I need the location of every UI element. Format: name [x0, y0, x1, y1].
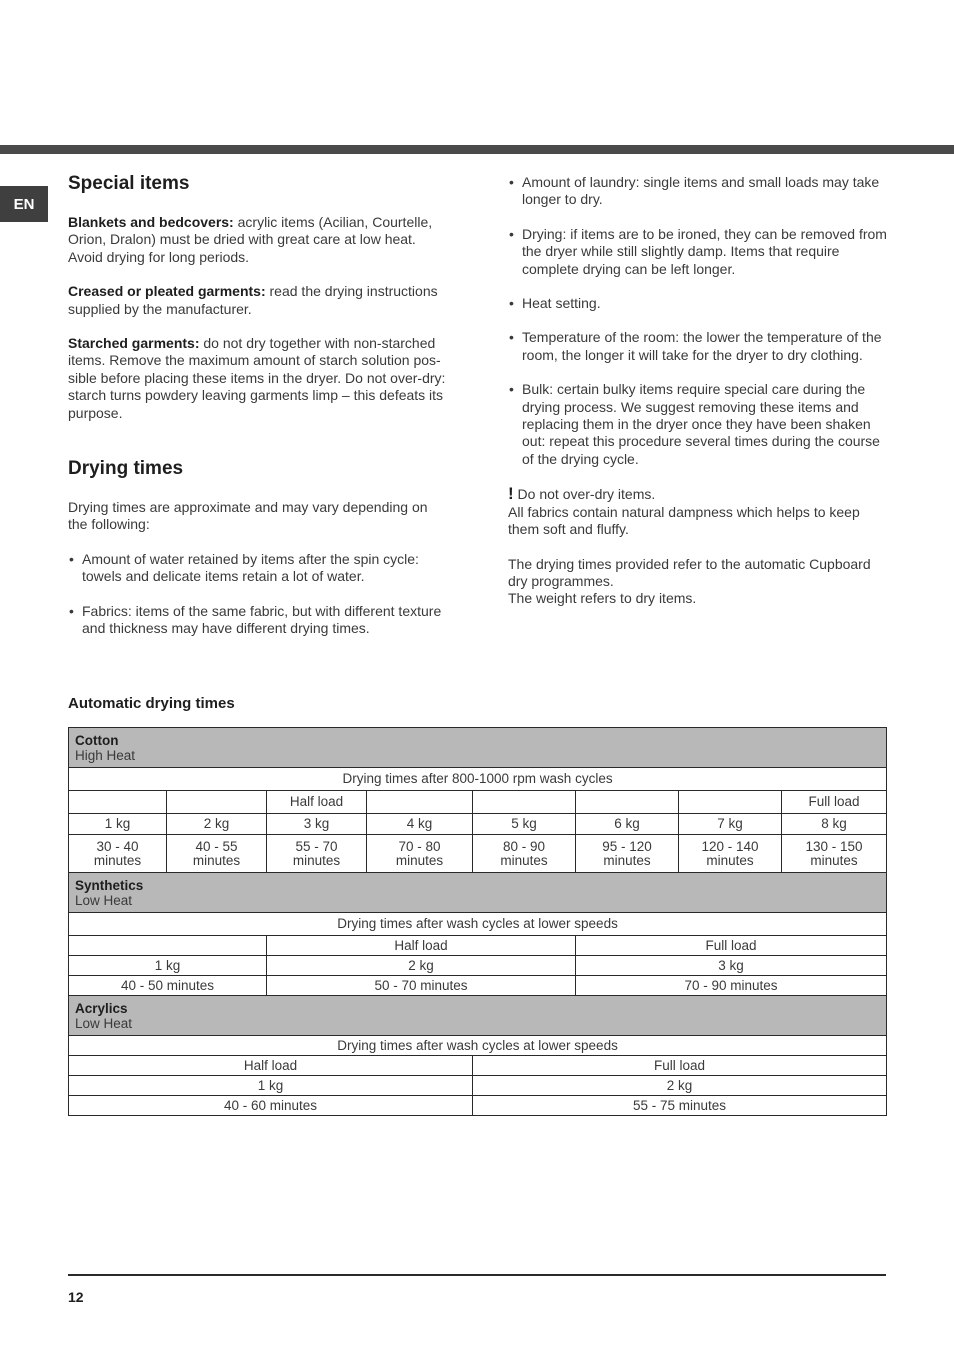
cotton-weight: 3 kg — [267, 814, 367, 835]
cotton-weight: 8 kg — [782, 814, 887, 835]
acrylics-weight: 2 kg — [473, 1076, 887, 1096]
list-item: • Drying: if items are to be ironed, they can be removed from the dryer while still slightly damp. Items that require complete drying can be left longer. — [508, 226, 888, 278]
cotton-header: Cotton High Heat — [69, 728, 887, 768]
synthetics-full-load: Full load — [576, 936, 887, 956]
synthetics-time: 40 - 50 minutes — [69, 976, 267, 996]
synthetics-header: Synthetics Low Heat — [69, 873, 887, 913]
top-header-bar — [0, 145, 954, 154]
drying-times-table-wrap — [68, 727, 886, 1116]
table-row — [69, 1096, 887, 1116]
table-row — [69, 913, 887, 936]
left-column — [68, 172, 446, 655]
drying-times-table — [68, 727, 887, 1116]
synthetics-time: 50 - 70 minutes — [267, 976, 576, 996]
footer-divider — [68, 1274, 886, 1276]
notes-block: The drying times provided refer to the automatic Cupboard dry programmes. The weight refers to dry items. — [508, 555, 871, 607]
synthetics-time: 70 - 90 minutes — [576, 976, 887, 996]
table-row — [69, 956, 887, 976]
cotton-weight: 4 kg — [367, 814, 473, 835]
cotton-full-load: Full load — [782, 791, 887, 814]
cotton-time: 95 - 120 minutes — [576, 835, 679, 873]
cotton-time: 40 - 55 minutes — [167, 835, 267, 873]
list-item: • Temperature of the room: the lower the temperature of the room, the longer it will take for the dryer to dry clothing. — [508, 329, 888, 364]
language-tab: EN — [0, 186, 48, 222]
acrylics-header: Acrylics Low Heat — [69, 996, 887, 1036]
table-row — [69, 814, 887, 835]
cotton-half-load: Half load — [267, 791, 367, 814]
list-item: • Fabrics: items of the same fabric, but with different texture and thickness may have different drying times. — [68, 603, 446, 638]
acrylics-weight: 1 kg — [69, 1076, 473, 1096]
cotton-weight: 1 kg — [69, 814, 167, 835]
table-row — [69, 996, 887, 1036]
table-row — [69, 1076, 887, 1096]
table-row — [69, 791, 887, 814]
synthetics-half-load: Half load — [267, 936, 576, 956]
table-row — [69, 1056, 887, 1076]
warning-block: ! Do not over-dry items. All fabrics contain natural dampness which helps to keep them soft and fluffy. — [508, 484, 860, 538]
synthetics-subtitle: Drying times after wash cycles at lower speeds — [69, 913, 887, 936]
cotton-weight: 6 kg — [576, 814, 679, 835]
table-title: Automatic drying times — [68, 695, 235, 712]
cotton-time: 30 - 40 minutes — [69, 835, 167, 873]
table-row — [69, 1036, 887, 1056]
synthetics-weight: 3 kg — [576, 956, 887, 976]
drying-times-heading: Drying times — [68, 458, 184, 480]
list-item: • Heat setting. — [508, 295, 888, 312]
creased-paragraph: Creased or pleated garments: read the drying instructions supplied by the manufacturer. — [68, 283, 438, 317]
table-row — [69, 873, 887, 913]
acrylics-full-load: Full load — [473, 1056, 887, 1076]
warning-icon: ! — [508, 484, 514, 504]
cotton-time: 55 - 70 minutes — [267, 835, 367, 873]
acrylics-time: 40 - 60 minutes — [69, 1096, 473, 1116]
drying-factors-left — [68, 551, 446, 638]
cotton-subtitle: Drying times after 800-1000 rpm wash cycles — [69, 768, 887, 791]
starched-paragraph: Starched garments: do not dry together with non-starched items. Remove the maximum amount of starch solution pos-sible before placing these items in the dryer. Do not over-dry: starch turns powdery leaving garments limp – this defeats its purpose. — [68, 335, 446, 421]
table-row — [69, 976, 887, 996]
table-row — [69, 936, 887, 956]
list-item: • Bulk: certain bulky items require special care during the drying process. We suggest removing these items and replacing them in the dryer once they have been shaken out: repeat this procedure several times during the course of the drying cycle. — [508, 381, 888, 468]
acrylics-half-load: Half load — [69, 1056, 473, 1076]
blankets-paragraph: Blankets and bedcovers: acrylic items (Acilian, Courtelle, Orion, Dralon) must be dried with great care at low heat. Avoid drying for long periods. — [68, 214, 433, 265]
cotton-weight: 2 kg — [167, 814, 267, 835]
cotton-time: 120 - 140 minutes — [679, 835, 782, 873]
acrylics-time: 55 - 75 minutes — [473, 1096, 887, 1116]
special-items-heading: Special items — [68, 173, 190, 194]
table-row — [69, 728, 887, 768]
table-row — [69, 768, 887, 791]
synthetics-weight: 2 kg — [267, 956, 576, 976]
drying-factors-right — [508, 174, 888, 468]
acrylics-subtitle: Drying times after wash cycles at lower speeds — [69, 1036, 887, 1056]
list-item: • Amount of water retained by items after the spin cycle: towels and delicate items retain a lot of water. — [68, 551, 446, 586]
right-column — [508, 174, 888, 625]
cotton-time: 70 - 80 minutes — [367, 835, 473, 873]
cotton-weight: 7 kg — [679, 814, 782, 835]
table-row — [69, 835, 887, 873]
synthetics-weight: 1 kg — [69, 956, 267, 976]
cotton-time: 80 - 90 minutes — [473, 835, 576, 873]
cotton-time: 130 - 150 minutes — [782, 835, 887, 873]
page-number: 12 — [68, 1289, 84, 1305]
list-item: • Amount of laundry: single items and small loads may take longer to dry. — [508, 174, 888, 209]
cotton-weight: 5 kg — [473, 814, 576, 835]
drying-intro: Drying times are approximate and may vary depending on the following: — [68, 499, 428, 533]
